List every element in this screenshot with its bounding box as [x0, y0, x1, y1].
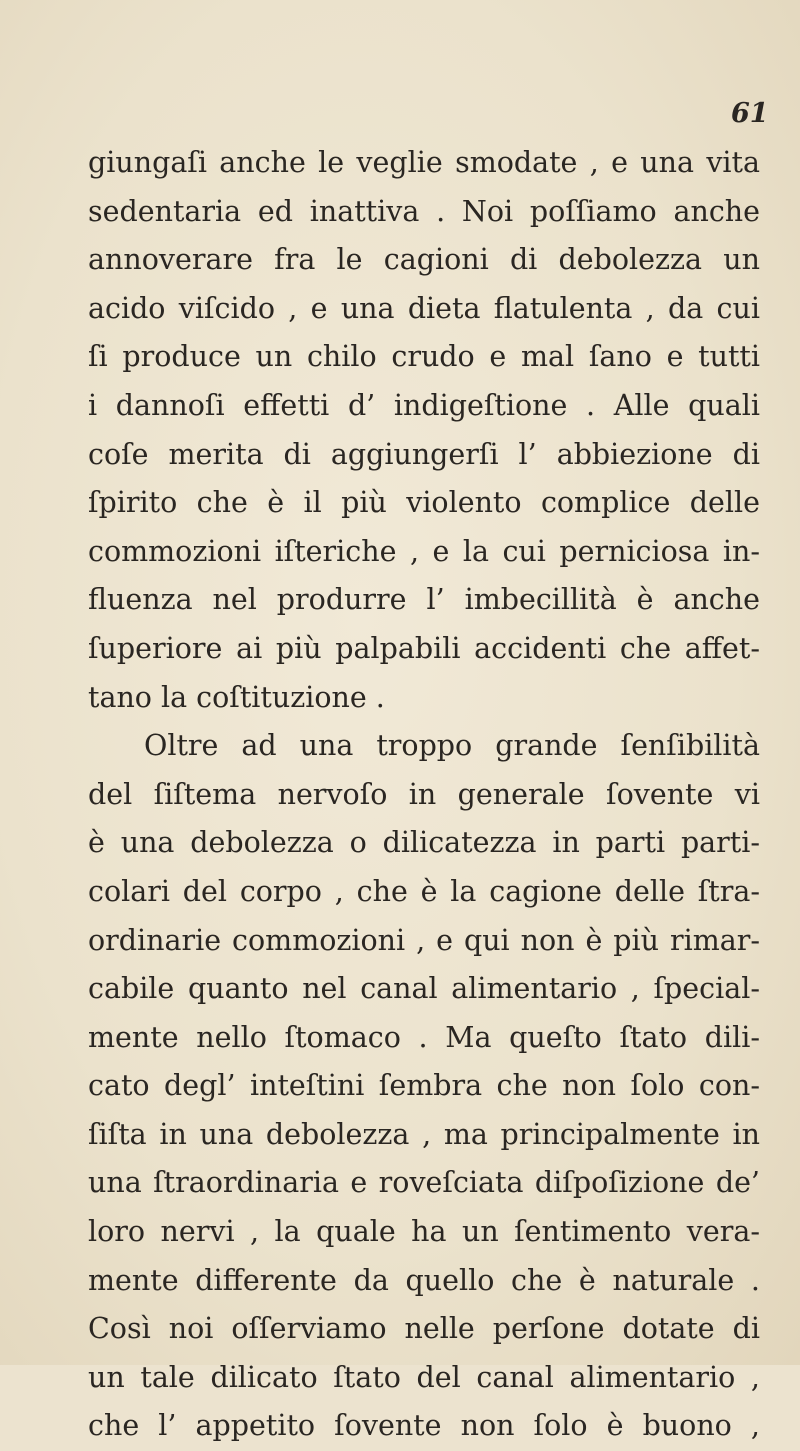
text-line: è una debolezza o dilicatezza in parti parti- [88, 826, 760, 860]
text-line: annoverare fra le cagioni di debolezza un [88, 243, 760, 277]
text-line: loro nervi , la quale ha un ſentimento vera- [88, 1215, 760, 1249]
text-line: sedentaria ed inattiva . Noi poſſiamo anche [88, 194, 760, 228]
text-line: fluenza nel produrre l’ imbecillità è anche [88, 583, 760, 617]
text-line: cato degl’ inteſtini ſembra che non ſolo con- [88, 1069, 760, 1103]
text-line: ſpirito che è il più violento complice delle [88, 486, 760, 520]
text-line: ordinarie commozioni , e qui non è più rimar- [88, 923, 760, 957]
paragraph-end-line: tano la coſtituzione . [88, 680, 385, 714]
paragraph-start-line: Oltre ad una troppo grande ſenſibilità [144, 729, 760, 763]
text-line: del ſiſtema nervoſo in generale ſovente vi [88, 777, 760, 811]
text-line: mente differente da quello che è naturale . [88, 1263, 760, 1297]
text-line: colari del corpo , che è la cagione delle ſtra- [88, 874, 760, 908]
body-text [88, 139, 760, 1451]
text-line: mente nello ſtomaco . Ma queſto ſtato dili- [88, 1020, 760, 1054]
text-line: acido viſcido , e una dieta flatulenta , da cui [88, 291, 760, 325]
page-number: 61 [731, 98, 769, 129]
text-line: coſe merita di aggiungerſi l’ abbiezione di [88, 437, 760, 471]
text-line: un tale dilicato ſtato del canal alimentario , [88, 1360, 760, 1394]
text-line: cabile quanto nel canal alimentario , ſpecial- [88, 972, 760, 1006]
text-line: una ſtraordinaria e roveſciata diſpoſizione de’ [88, 1166, 760, 1200]
text-line: ſuperiore ai più palpabili accidenti che affet- [88, 631, 760, 665]
text-line: ſiſta in una debolezza , ma principalmente in [88, 1117, 760, 1151]
text-line: ſi produce un chilo crudo e mal ſano e tutti [88, 340, 760, 374]
text-line: i dannoſi effetti d’ indigeſtione . Alle quali [88, 388, 760, 422]
text-line: Così noi oſſerviamo nelle perſone dotate di [88, 1312, 760, 1346]
text-line: commozioni iſteriche , e la cui perniciosa in- [88, 534, 760, 568]
text-line: che l’ appetito ſovente non ſolo è buono , [88, 1409, 760, 1443]
text-line: giungaſi anche le veglie smodate , e una vita [88, 146, 760, 179]
